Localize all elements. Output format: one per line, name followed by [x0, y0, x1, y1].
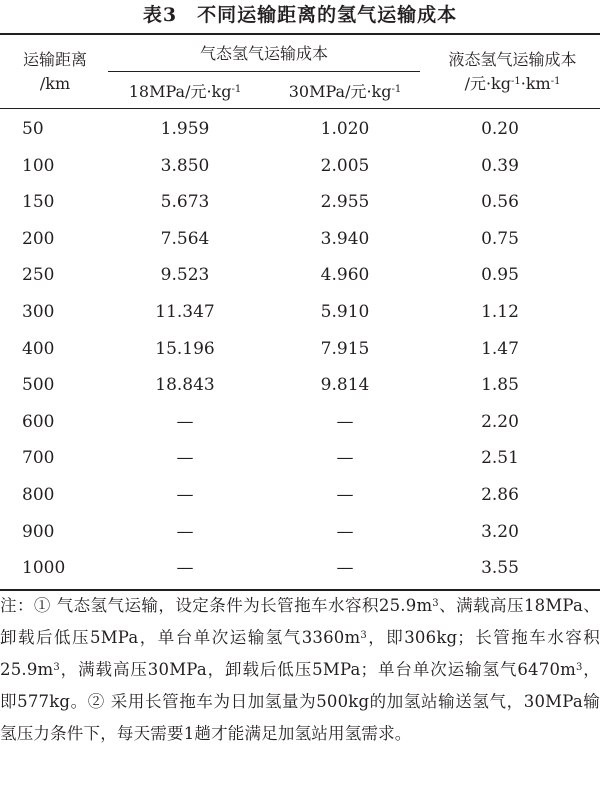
header-gas-18mpa: [110, 80, 260, 104]
header-liquid-sup2: -1: [550, 76, 561, 87]
table-row: [0, 367, 600, 404]
header-group-underline: [108, 71, 420, 72]
cell-liquid: 2.86: [481, 485, 519, 505]
table-row: [0, 331, 600, 368]
cell-distance: 500: [22, 375, 55, 396]
cell-distance: 200: [22, 228, 55, 249]
cell-gas-18mpa: 1.959: [160, 119, 210, 139]
cell-gas-18mpa: —: [176, 448, 194, 469]
table-row: [0, 514, 600, 551]
cell-liquid: 3.55: [481, 558, 519, 579]
header-distance-label: 运输距离: [22, 50, 87, 69]
header-liquid: [425, 48, 600, 96]
cell-gas-30mpa: 5.910: [320, 302, 370, 322]
cell-distance: 800: [22, 485, 55, 505]
header-distance-unit: /km: [39, 74, 71, 93]
header-gas-group: 气态氢气运输成本: [199, 44, 328, 63]
cell-gas-18mpa: 5.673: [160, 192, 210, 213]
note-sup-4: 3: [576, 662, 583, 673]
cell-liquid: 0.75: [481, 228, 519, 249]
cell-gas-30mpa: —: [336, 411, 354, 432]
cell-liquid: 2.51: [481, 448, 519, 469]
cell-gas-30mpa: 7.915: [320, 338, 370, 359]
header-liquid-unit: [425, 72, 600, 96]
cell-gas-30mpa: —: [336, 521, 354, 542]
cell-distance: 50: [22, 119, 44, 139]
cell-gas-18mpa: —: [176, 558, 194, 579]
table-row: [0, 477, 600, 514]
table-row: [0, 294, 600, 331]
table-row: [0, 404, 600, 441]
cell-gas-18mpa: 9.523: [160, 265, 210, 286]
cell-gas-18mpa: 3.850: [160, 155, 210, 176]
note-sup-1: 3: [432, 598, 439, 609]
cell-distance: 600: [22, 411, 55, 432]
cell-liquid: 0.20: [481, 119, 519, 139]
header-gas-30mpa-text: 30MPa/元·kg: [288, 82, 392, 101]
table-row: [0, 148, 600, 185]
header-distance: [0, 48, 110, 96]
header-liquid-sup1: -1: [510, 76, 521, 87]
table-title: 表3 不同运输距离的氢气运输成本: [142, 4, 458, 26]
cell-gas-30mpa: 2.955: [320, 192, 370, 213]
header-gas-18mpa-sup: -1: [231, 84, 242, 95]
table-row: [0, 184, 600, 221]
cell-liquid: 0.39: [481, 155, 519, 176]
cell-gas-30mpa: —: [336, 485, 354, 505]
table-row: [0, 257, 600, 294]
header-gas-30mpa-sup: -1: [391, 84, 402, 95]
cell-liquid: 1.85: [481, 375, 519, 396]
cell-distance: 150: [22, 192, 55, 213]
cell-distance: 100: [22, 155, 55, 176]
note-part-3: ，即306kg；长管拖车水容积25.9m: [0, 628, 600, 679]
cell-gas-30mpa: 9.814: [320, 375, 370, 396]
cell-gas-18mpa: 18.843: [155, 375, 215, 396]
table-row: [0, 111, 600, 148]
header-liquid-unit-a: /元·kg: [464, 74, 511, 93]
note-part-1: 注：① 气态氢气运输，设定条件为长管拖车水容积25.9m: [0, 596, 433, 615]
note-part-2: 、满载高压18MPa、卸载后低压5MPa，单台单次运输氢气3360m: [0, 596, 600, 647]
header-gas-30mpa: [270, 80, 420, 104]
cell-distance: 700: [22, 448, 55, 469]
note-part-5: ，即577kg。② 采用长管拖车为日加氢量为500kg的加氢站输送氢气，30MPa输氢压力条件下，每天需要1趟才能满足加氢站用氢需求。: [0, 660, 600, 743]
table-note: [0, 590, 600, 750]
cell-gas-18mpa: —: [176, 411, 194, 432]
header-liquid-unit-b: ·km: [520, 74, 551, 93]
header-gas-18mpa-text: 18MPa/元·kg: [128, 82, 232, 101]
cell-distance: 250: [22, 265, 55, 286]
cell-liquid: 1.47: [481, 338, 519, 359]
cell-gas-30mpa: 2.005: [320, 155, 370, 176]
cell-gas-30mpa: —: [336, 448, 354, 469]
cell-gas-18mpa: 15.196: [155, 338, 215, 359]
table-row: [0, 440, 600, 477]
note-sup-2: 3: [360, 630, 367, 641]
cell-distance: 900: [22, 521, 55, 542]
cell-gas-18mpa: —: [176, 485, 194, 505]
note-sup-3: 3: [53, 662, 60, 673]
cell-gas-30mpa: 3.940: [320, 228, 370, 249]
cell-liquid: 0.56: [481, 192, 519, 213]
cell-gas-18mpa: 7.564: [160, 228, 210, 249]
cell-gas-30mpa: 1.020: [320, 119, 370, 139]
top-rule: [0, 33, 600, 35]
cell-liquid: 2.20: [481, 411, 519, 432]
table-row: [0, 550, 600, 587]
cell-liquid: 0.95: [481, 265, 519, 286]
cell-gas-18mpa: 11.347: [155, 302, 215, 322]
cell-gas-30mpa: —: [336, 558, 354, 579]
cell-liquid: 1.12: [481, 302, 519, 322]
cell-distance: 1000: [22, 558, 66, 579]
cell-gas-30mpa: 4.960: [320, 265, 370, 286]
cell-liquid: 3.20: [481, 521, 519, 542]
cell-distance: 300: [22, 302, 55, 322]
header-rule: [0, 108, 600, 109]
header-liquid-label: 液态氢气运输成本: [448, 50, 577, 69]
table-row: [0, 221, 600, 258]
cell-gas-18mpa: —: [176, 521, 194, 542]
cell-distance: 400: [22, 338, 55, 359]
note-part-4: ，满载高压30MPa，卸载后低压5MPa；单台单次运输氢气6470m: [59, 660, 577, 679]
